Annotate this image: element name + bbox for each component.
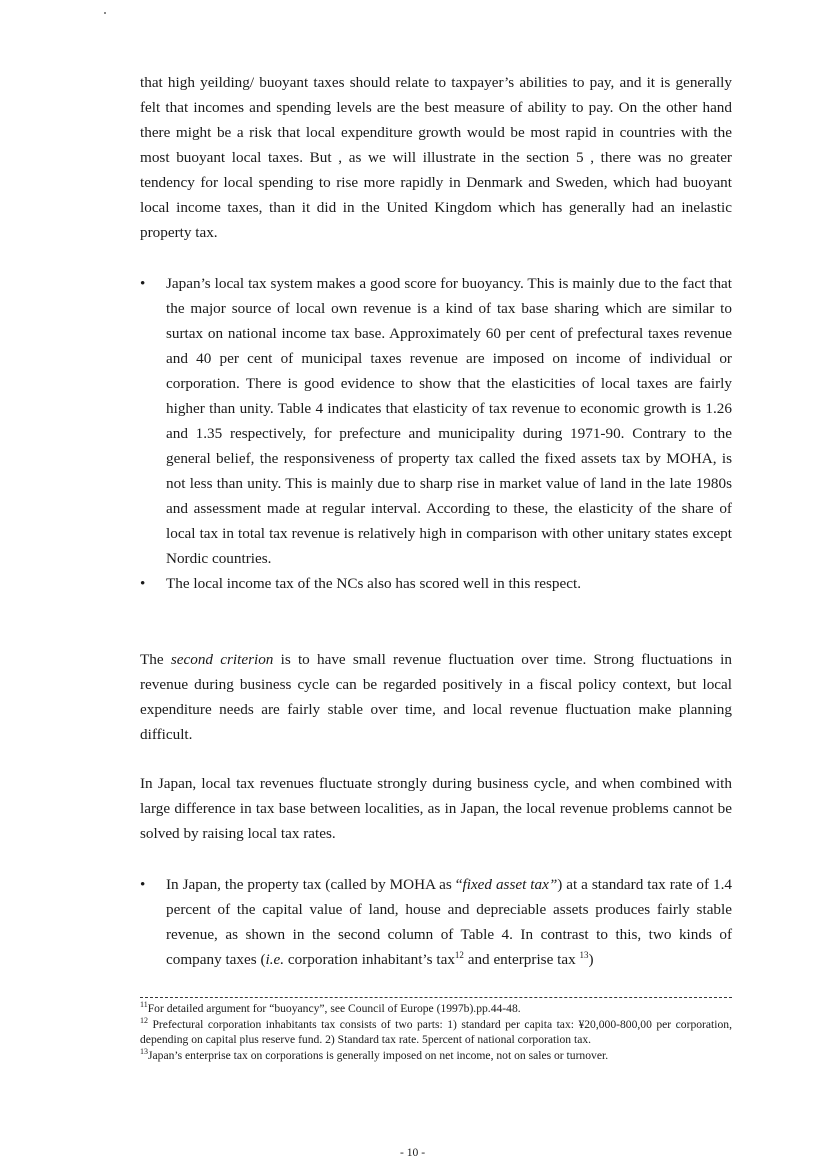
- footnote-11: [140, 1001, 732, 1016]
- bullet-icon: •: [140, 575, 146, 592]
- text-run: and enterprise tax: [463, 951, 580, 968]
- page-number: - 10 -: [400, 1146, 426, 1159]
- bullet-item-ncs-income-tax: [140, 571, 732, 596]
- text-run: ) at a standard tax rate of 1.4 percent of the capital value of land, house and depreciable assets produces fairly stable revenue, as shown in the second column of Table 4. In contrast to this, two kinds of company taxes (: [166, 876, 732, 968]
- footnote-12: [140, 1017, 732, 1047]
- text-run: The: [140, 651, 171, 668]
- paragraph-buoyancy-intro: that high yeilding/ buoyant taxes should relate to taxpayer’s abilities to pay, and it is generally felt that incomes and spending levels are the best measure of ability to pay. On the other hand there might be a risk that local expenditure growth would be most rapid in countries with the most buoyant local taxes. But , as we will illustrate in the section 5 , there was no greater tendency for local spending to rise more rapidly in Denmark and Sweden, which had buoyant local income taxes, than it did in the United Kingdom which has generally had an inelastic property tax.: [140, 74, 732, 241]
- footnote-13: [140, 1048, 732, 1063]
- bullet-text: Japan’s local tax system makes a good score for buoyancy. This is mainly due to the fact that the major source of local own revenue is a kind of tax base sharing which are similar to surtax on national income tax base. Approximately 60 per cent of prefectural taxes revenue and 40 per cent of municipal taxes revenue are imposed on income of individual or corporation. There is good evidence to show that the elasticities of local taxes are fairly higher than unity. Table 4 indicates that elasticity of tax revenue to economic growth is 1.26 and 1.35 respectively, for prefecture and municipality during 1971-90. Contrary to the general belief, the responsiveness of property tax called the fixed assets tax by MOHA, is not less than unity. This is mainly due to sharp rise in market value of land in the late 1980s and assessment made at regular interval. According to these, the elasticity of the share of local tax in total tax revenue is relatively high in comparison with other unitary states except Nordic countries.: [166, 275, 732, 567]
- bullet-list-property-tax: [140, 872, 732, 972]
- footnote-divider: [140, 997, 732, 998]
- bullet-icon: •: [140, 876, 146, 893]
- footnote-ref-13: 13: [579, 949, 589, 960]
- emphasis-fixed-asset-tax: fixed asset tax”: [462, 876, 558, 893]
- paragraph-japan-fluctuation: In Japan, local tax revenues fluctuate strongly during business cycle, and when combined with large difference in tax base between localities, as in Japan, the local revenue problems cannot be solved by raising local tax rates.: [140, 775, 732, 842]
- bullet-icon: •: [140, 275, 146, 292]
- footnote-text: For detailed argument for “buoyancy”, see Council of Europe (1997b).pp.44-48.: [147, 1002, 521, 1015]
- bullet-text: The local income tax of the NCs also has scored well in this respect.: [166, 575, 582, 592]
- emphasis-ie: i.e.: [265, 951, 285, 968]
- bullet-list-buoyancy: [140, 271, 732, 596]
- emphasis-second-criterion: second criterion: [170, 651, 274, 668]
- bullet-item-japan-buoyancy: [140, 271, 732, 571]
- scan-speck: [104, 12, 106, 14]
- footnote-text: Japan’s enterprise tax on corporations is generally imposed on net income, not on sales or turnover.: [148, 1049, 609, 1062]
- footnote-text: Prefectural corporation inhabitants tax consists of two parts: 1) standard per capita tax: ¥20,000-800,00 per corporation, depending on capital plus reserve fund. 2) Standard tax rate. 5percent of national corporation tax.: [140, 1018, 732, 1046]
- paragraph-second-criterion: [140, 647, 732, 747]
- text-run: ): [588, 951, 594, 968]
- footnote-number: 11: [140, 1000, 148, 1010]
- footnote-ref-12: 12: [454, 949, 464, 960]
- text-run: corporation inhabitant’s tax: [284, 951, 455, 968]
- footnotes: [140, 1001, 732, 1064]
- text-run: is to have small revenue fluctuation over time. Strong fluctuations in revenue during business cycle can be regarded positively in a fiscal policy context, but local expenditure needs are fairly stable over time, and local revenue fluctuation make planning difficult.: [140, 651, 732, 743]
- footnote-number: 13: [140, 1047, 148, 1057]
- bullet-item-property-tax: [140, 872, 732, 972]
- footnote-number: 12: [140, 1016, 148, 1026]
- text-run: In Japan, the property tax (called by MOHA as “: [166, 876, 463, 893]
